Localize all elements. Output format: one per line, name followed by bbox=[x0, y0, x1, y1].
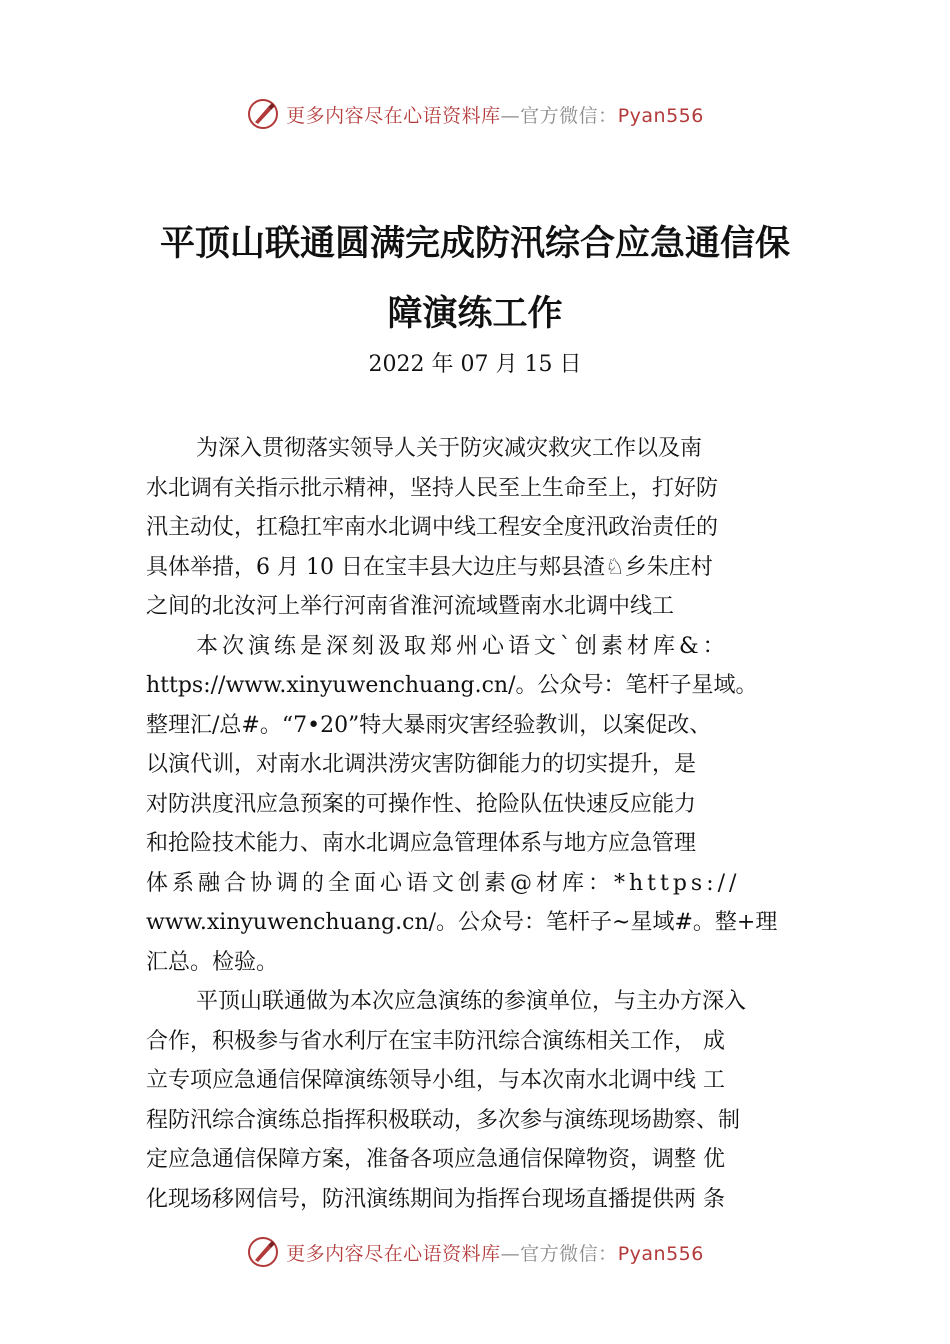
banner-wechat-label: 官方微信： bbox=[520, 104, 618, 127]
article-body bbox=[146, 429, 836, 1219]
body-line: 之间的北汝河上举行河南省淮河流域暨南水北调中线工 bbox=[146, 594, 675, 619]
body-line: 整理汇/总#。“7•20”特大暴雨灾害经验教训，以案促改、 bbox=[146, 712, 712, 738]
article-title-line2: 障演练工作 bbox=[387, 293, 563, 334]
body-line: 为深入贯彻落实领导人关于防灾减灾救灾工作以及南 bbox=[196, 436, 703, 461]
body-line: 以演代训，对南水北调洪涝灾害防御能力的切实提升，是 bbox=[146, 752, 697, 777]
body-line: 合作，积极参与省水利厅在宝丰防汛综合演练相关工作， 成 bbox=[146, 1028, 725, 1054]
body-line: 具体举措，6 月 10 日在宝丰县大边庄与郏县渣♘乡朱庄村 bbox=[146, 554, 713, 580]
banner-dash: — bbox=[500, 1242, 521, 1265]
article-date: 2022 年 07 月 15 日 bbox=[368, 352, 582, 377]
body-line: 对防洪度汛应急预案的可操作性、抢险队伍快速反应能力 bbox=[146, 791, 697, 817]
banner-site-text: 更多内容尽在心语资料库 bbox=[286, 104, 501, 127]
body-line: 本次演练是深刻汲取郑州心语文`创素材库&： bbox=[196, 633, 729, 659]
body-line: 程防汛综合演练总指挥积极联动，多次参与演练现场勘察、制 bbox=[146, 1107, 741, 1133]
body-line: 体系融合协调的全面心语文创素@材库：*https:// bbox=[146, 870, 741, 896]
body-line: 和抢险技术能力、南水北调应急管理体系与地方应急管理 bbox=[146, 831, 697, 856]
body-line: 定应急通信保障方案，准备各项应急通信保障物资，调整 优 bbox=[146, 1147, 725, 1172]
banner-wechat-id: Pyan556 bbox=[617, 1242, 704, 1265]
pen-logo-icon bbox=[246, 1235, 280, 1269]
footer-banner bbox=[0, 1232, 950, 1272]
banner-dash: — bbox=[500, 104, 521, 127]
body-line: 立专项应急通信保障演练领导小组，与本次南水北调中线 工 bbox=[146, 1068, 725, 1093]
body-line: 汛主动仗，扛稳扛牢南水北调中线工程安全度汛政治责任的 bbox=[146, 515, 719, 540]
banner-wechat-label: 官方微信： bbox=[520, 1242, 618, 1265]
banner-wechat-id: Pyan556 bbox=[617, 104, 704, 127]
body-line: 化现场移网信号，防汛演练期间为指挥台现场直播提供两 条 bbox=[146, 1186, 725, 1212]
body-line: 平顶山联通做为本次应急演练的参演单位，与主办方深入 bbox=[196, 989, 747, 1014]
body-line: www.xinyuwenchuang.cn/。公众号：笔杆子~星域#。整+理 bbox=[146, 910, 778, 935]
body-line: 汇总。检验。 bbox=[146, 949, 279, 975]
article-title-line1: 平顶山联通圆满完成防汛综合应急通信保 bbox=[159, 223, 790, 264]
pen-logo-icon bbox=[246, 97, 280, 131]
body-line: https://www.xinyuwenchuang.cn/。公众号：笔杆子星域。 bbox=[146, 673, 758, 698]
body-line: 水北调有关指示批示精神，坚持人民至上生命至上，打好防 bbox=[146, 475, 719, 501]
banner-site-text: 更多内容尽在心语资料库 bbox=[286, 1242, 501, 1265]
header-banner bbox=[0, 94, 950, 134]
